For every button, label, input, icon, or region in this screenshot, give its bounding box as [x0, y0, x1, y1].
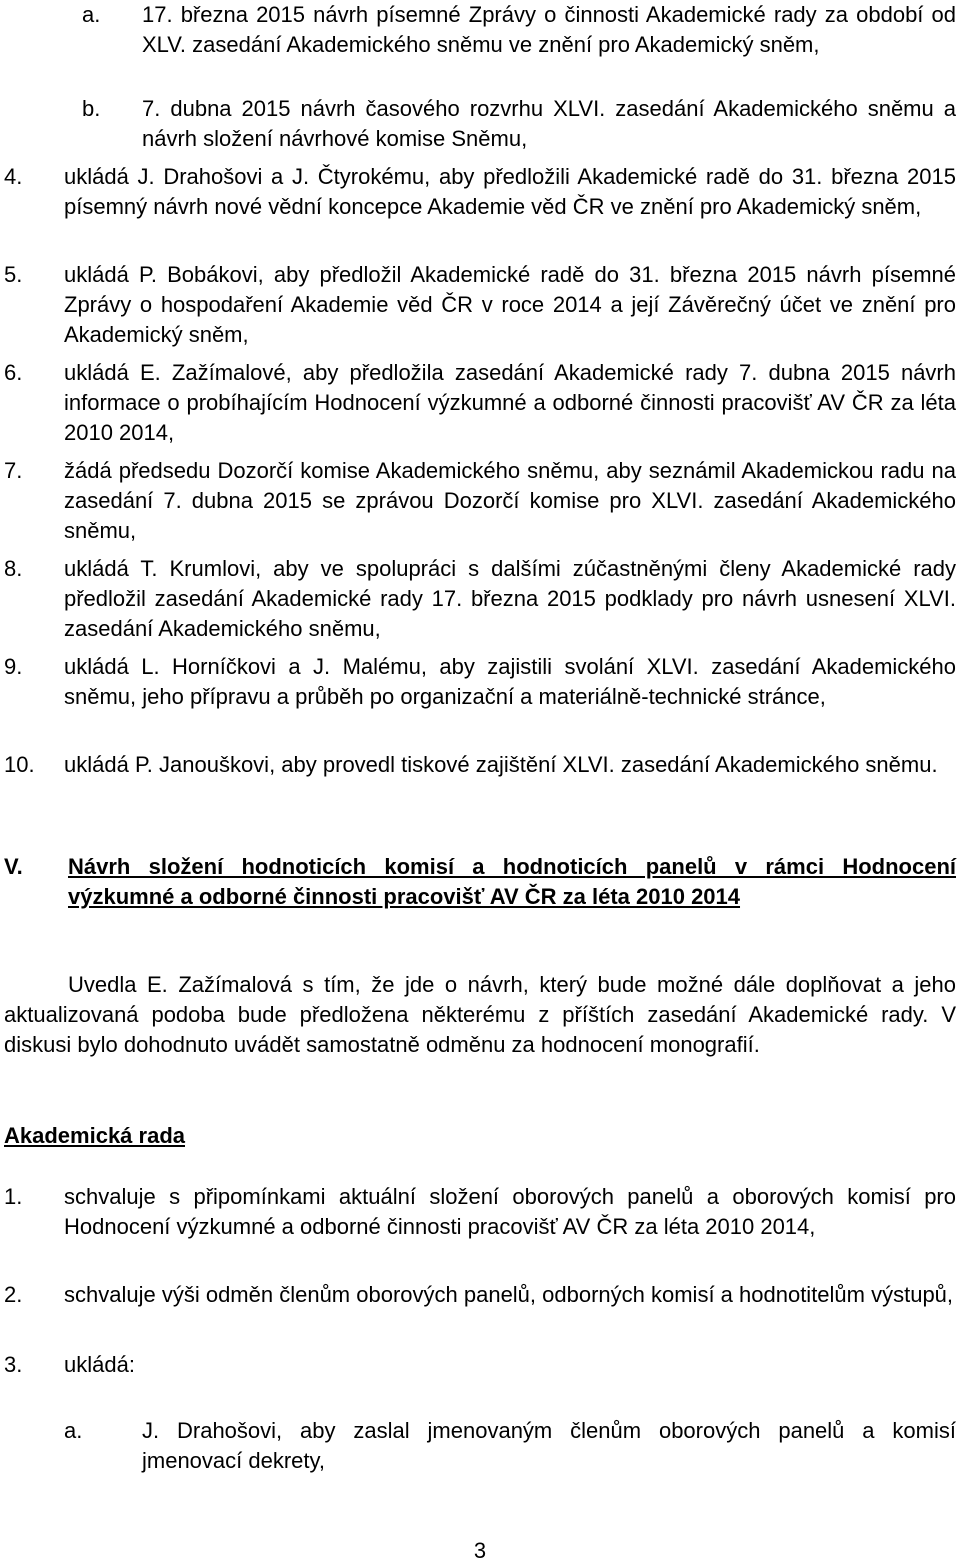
list-item-text: ukládá P. Bobákovi, aby předložil Akademické radě do 31. března 2015 návrh písemné Zprávy o hospodaření Akademie věd ČR v roce 2014 a její Závěrečný účet ve znění pro Akademický sněm, — [64, 262, 956, 347]
list-item-text: ukládá J. Drahošovi a J. Čtyrokému, aby předložili Akademické radě do 31. března 2015 písemný návrh nové vědní koncepce Akademie věd ČR ve znění pro Akademický sněm, — [64, 164, 956, 219]
list-item-text: ukládá T. Krumlovi, aby ve spolupráci s dalšími zúčastněnými členy Akademické rady předložil zasedání Akademické rady 17. března 2015 podklady pro návrh usnesení XLVI. zasedání Akademického sněmu, — [64, 556, 956, 641]
list-item-text: schvaluje výši odměn členům oborových panelů, odborných komisí a hodnotitelům výstupů, — [64, 1282, 954, 1307]
section-number: V. — [4, 854, 23, 879]
list-item-label: a. — [64, 1418, 83, 1443]
list-item-text: ukládá L. Horníčkovi a J. Malému, aby zajistili svolání XLVI. zasedání Akademického sněmu, jeho přípravu a průběh po organizační a materiálně-technické stránce, — [64, 654, 956, 709]
list-item-text: schvaluje s připomínkami aktuální složení oborových panelů a oborových komisí pro Hodnocení výzkumné a odborné činnosti pracovišť AV ČR za léta 2010 2014, — [64, 1184, 956, 1239]
list-item-label: 3. — [4, 1352, 23, 1377]
list-item-label: 4. — [4, 164, 23, 189]
list-item-text: 17. března 2015 návrh písemné Zprávy o činnosti Akademické rady za období od XLV. zasedání Akademického sněmu ve znění pro Akademický sněm, — [142, 2, 956, 57]
list-item-label: 10. — [4, 752, 35, 777]
list-item-text: J. Drahošovi, aby zaslal jmenovaným členům oborových panelů a komisí jmenovací dekrety, — [142, 1418, 956, 1473]
list-item-label: 9. — [4, 654, 23, 679]
discussion-paragraph: Uvedla E. Zažímalová s tím, že jde o návrh, který bude možné dále doplňovat a jeho aktualizovaná podoba bude předložena některému z příštích zasedání Akademické rady. V diskusi bylo dohodnuto uvádět samostatně odměnu za hodnocení monografií. — [4, 972, 956, 1057]
list-item-label: 1. — [4, 1184, 23, 1209]
list-item-label: 5. — [4, 262, 23, 287]
list-item-text: 7. dubna 2015 návrh časového rozvrhu XLVI. zasedání Akademického sněmu a návrh složení návrhové komise Sněmu, — [142, 96, 956, 151]
list-item-text: ukládá: — [64, 1352, 135, 1377]
list-item-text: ukládá E. Zažímalové, aby předložila zasedání Akademické rady 7. dubna 2015 návrh informace o probíhajícím Hodnocení výzkumné a odborné činnosti pracovišť AV ČR za léta 2010 2014, — [64, 360, 956, 445]
list-item-label: 6. — [4, 360, 23, 385]
list-item-label: 2. — [4, 1282, 23, 1307]
list-item-label: 8. — [4, 556, 23, 581]
section-title: Návrh složení hodnoticích komisí a hodnoticích panelů v rámci Hodnocení výzkumné a odborné činnosti pracovišť AV ČR za léta 2010 2014 — [68, 854, 956, 909]
list-item-text: ukládá P. Janouškovi, aby provedl tiskové zajištění XLVI. zasedání Akademického sněmu. — [64, 752, 938, 777]
list-item-text: žádá předsedu Dozorčí komise Akademického sněmu, aby seznámil Akademickou radu na zasedání 7. dubna 2015 se zprávou Dozorčí komise pro XLVI. zasedání Akademického sněmu, — [64, 458, 956, 543]
council-heading: Akademická rada — [4, 1123, 185, 1148]
list-item-label: 7. — [4, 458, 23, 483]
page-number: 3 — [473, 1538, 487, 1563]
list-item-label: b. — [82, 96, 101, 121]
list-item-label: a. — [82, 2, 101, 27]
